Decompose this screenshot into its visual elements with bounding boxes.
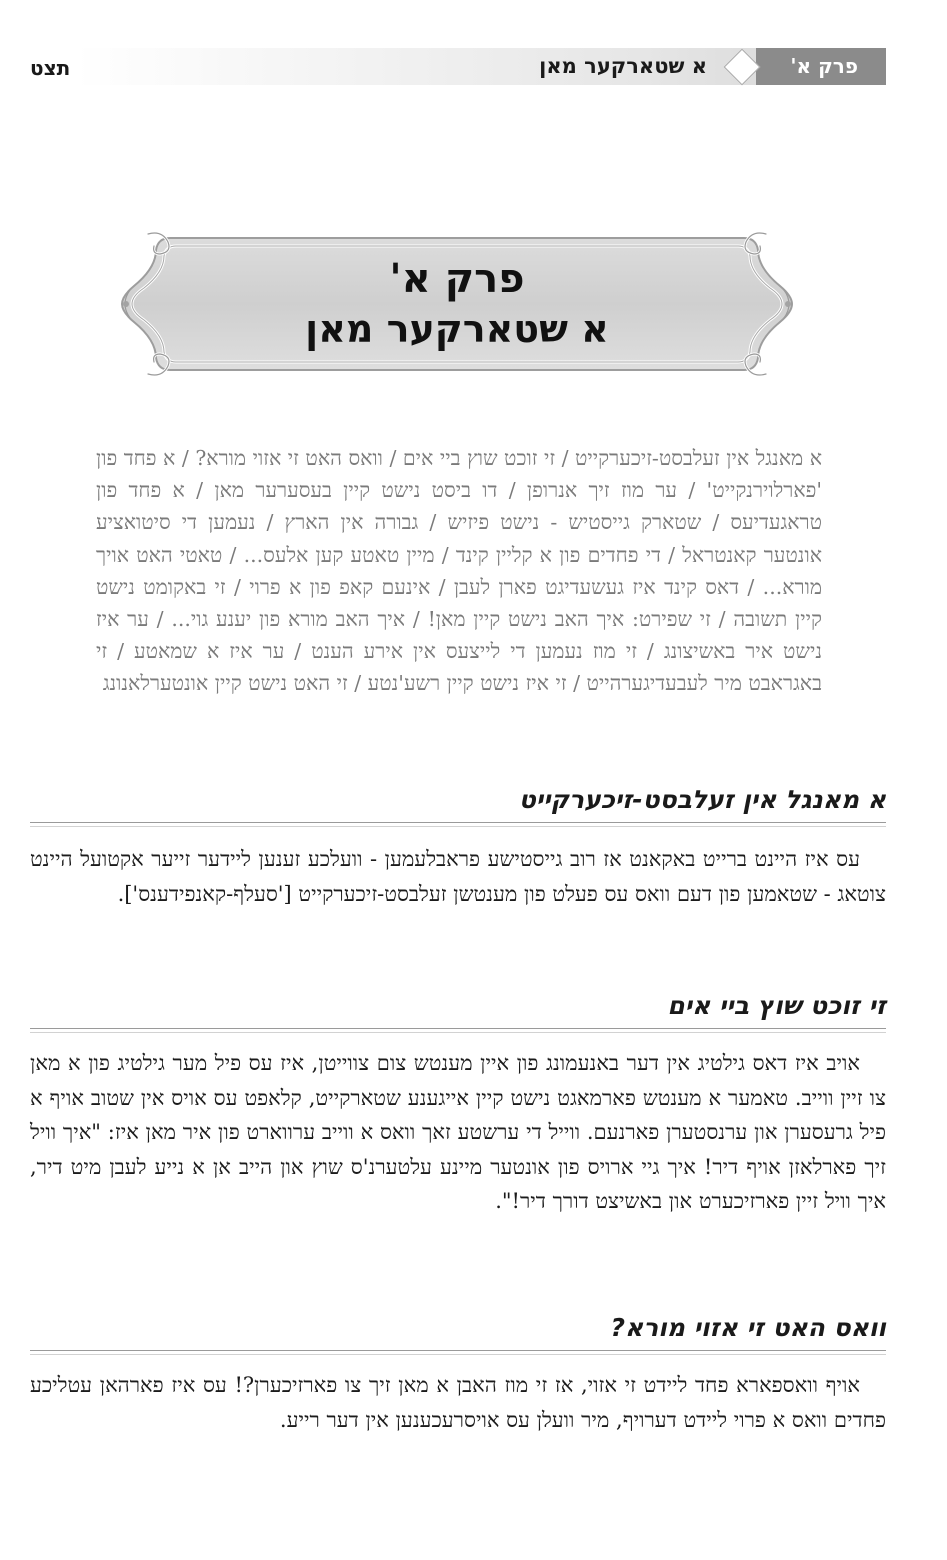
section-body-1: עס איז היינט ברייט באקאנט אז רוב גייסטישע פראבלעמען - וועלכע זענען ליידער זייער אקטועל היינט צוטאג - שטאמען פון דעם וואס עס פעלט פון מענטשן זעלבסט-זיכערקייט ['סעלף-קאנפידענס']. [30, 847, 886, 906]
section-rule-3 [30, 1350, 886, 1351]
section-rule-1b [30, 826, 886, 827]
chapter-number-title: פרק א' [389, 256, 525, 302]
running-chapter-title: א שטארקער מאן [539, 54, 707, 78]
chapter-tab [756, 48, 886, 85]
section-paragraph-3 [30, 1368, 886, 1437]
section-heading-2: זי זוכט שוץ ביי אים [667, 991, 886, 1020]
section-rule-1 [30, 822, 886, 823]
section-body-3: אויף וואספארא פחד ליידט זי אזוי, אז זי מוז האבן א מאן זיך צו פארזיכערן?! עס איז פארהאן עטליכע פחדים וואס א פרוי ליידט דערויף, מיר וועלן עס אויסרעכענען אין דער רייע. [30, 1373, 886, 1432]
section-heading-3: וואס האט זי אזוי מורא? [610, 1313, 886, 1342]
section-rule-2b [30, 1032, 886, 1033]
page-number: תצט [30, 56, 71, 80]
section-paragraph-1 [30, 842, 886, 911]
chapter-summary: א מאנגל אין זעלבסט-זיכערקייט / זי זוכט שוץ ביי אים / וואס האט זי אזוי מורא? / א פחד פון 'פארלוירנקייט' / ער מוז זיך אנרופן / דו ביסט נישט קיין בעסערער מאן / א פחד פון טראגעדיעס / שטארק גייסטיש - נישט פיזיש / גבורה אין הארץ / נעמען די סיטואציע אונטער קאנטראל / די פחדים פון א קליין קינד / מיין טאטע קען אלעס... / טאטי האט אויך מורא... / דאס קינד איז געשעדיגט פארן לעבן / אינעם קאפ פון א פרוי / זי באקומט נישט קיין תשובה / זי שפירט: איך האב נישט קיין מאן! / איך האב מורא פון יענע גוי... / ער איז נישט איר באשיצונג / זי מוז נעמען די לייצעס אין אירע הענט / ער איז א שמאטע / זי באגראבט מיר לעבעדיגערהייט / זי איז נישט קיין רשע'נטע / זי האט נישט קיין אונטערלאנונג [96, 446, 822, 696]
chapter-name-title: א שטארקער מאן [305, 307, 609, 351]
section-rule-3b [30, 1354, 886, 1355]
section-heading-1: א מאנגל אין זעלבסט-זיכערקייט [518, 785, 886, 814]
ornamental-title-frame [118, 228, 796, 380]
section-body-2: אויב איז דאס גילטיג אין דער באנעמונג פון איין מענטש צום צווייטן, איז עס פיל מער גילטיג פון א מאן צו זיין ווייב. טאמער א מענטש פארמאגט נישט קיין אייגענע שטארקייט, קלאפט עס אויס אין שטוב אויף א פיל גרעסערן און ערנסטערן פארנעם. ווייל די ערשטע זאך וואס א ווייב ערווארט פון איר מאן איז: "איך וויל זיך פארלאזן אויף דיר! איך גיי ארויס פון אונטער מיינע עלטערנ'ס שוץ און הייב אן א נייע לעבן מיט דיר, איך וויל זיין פארזיכערט און באשיצט דורך דיר!". [30, 1051, 886, 1213]
chapter-tab-label: פרק א' [790, 54, 858, 78]
section-paragraph-2 [30, 1046, 886, 1219]
section-rule-2 [30, 1028, 886, 1029]
